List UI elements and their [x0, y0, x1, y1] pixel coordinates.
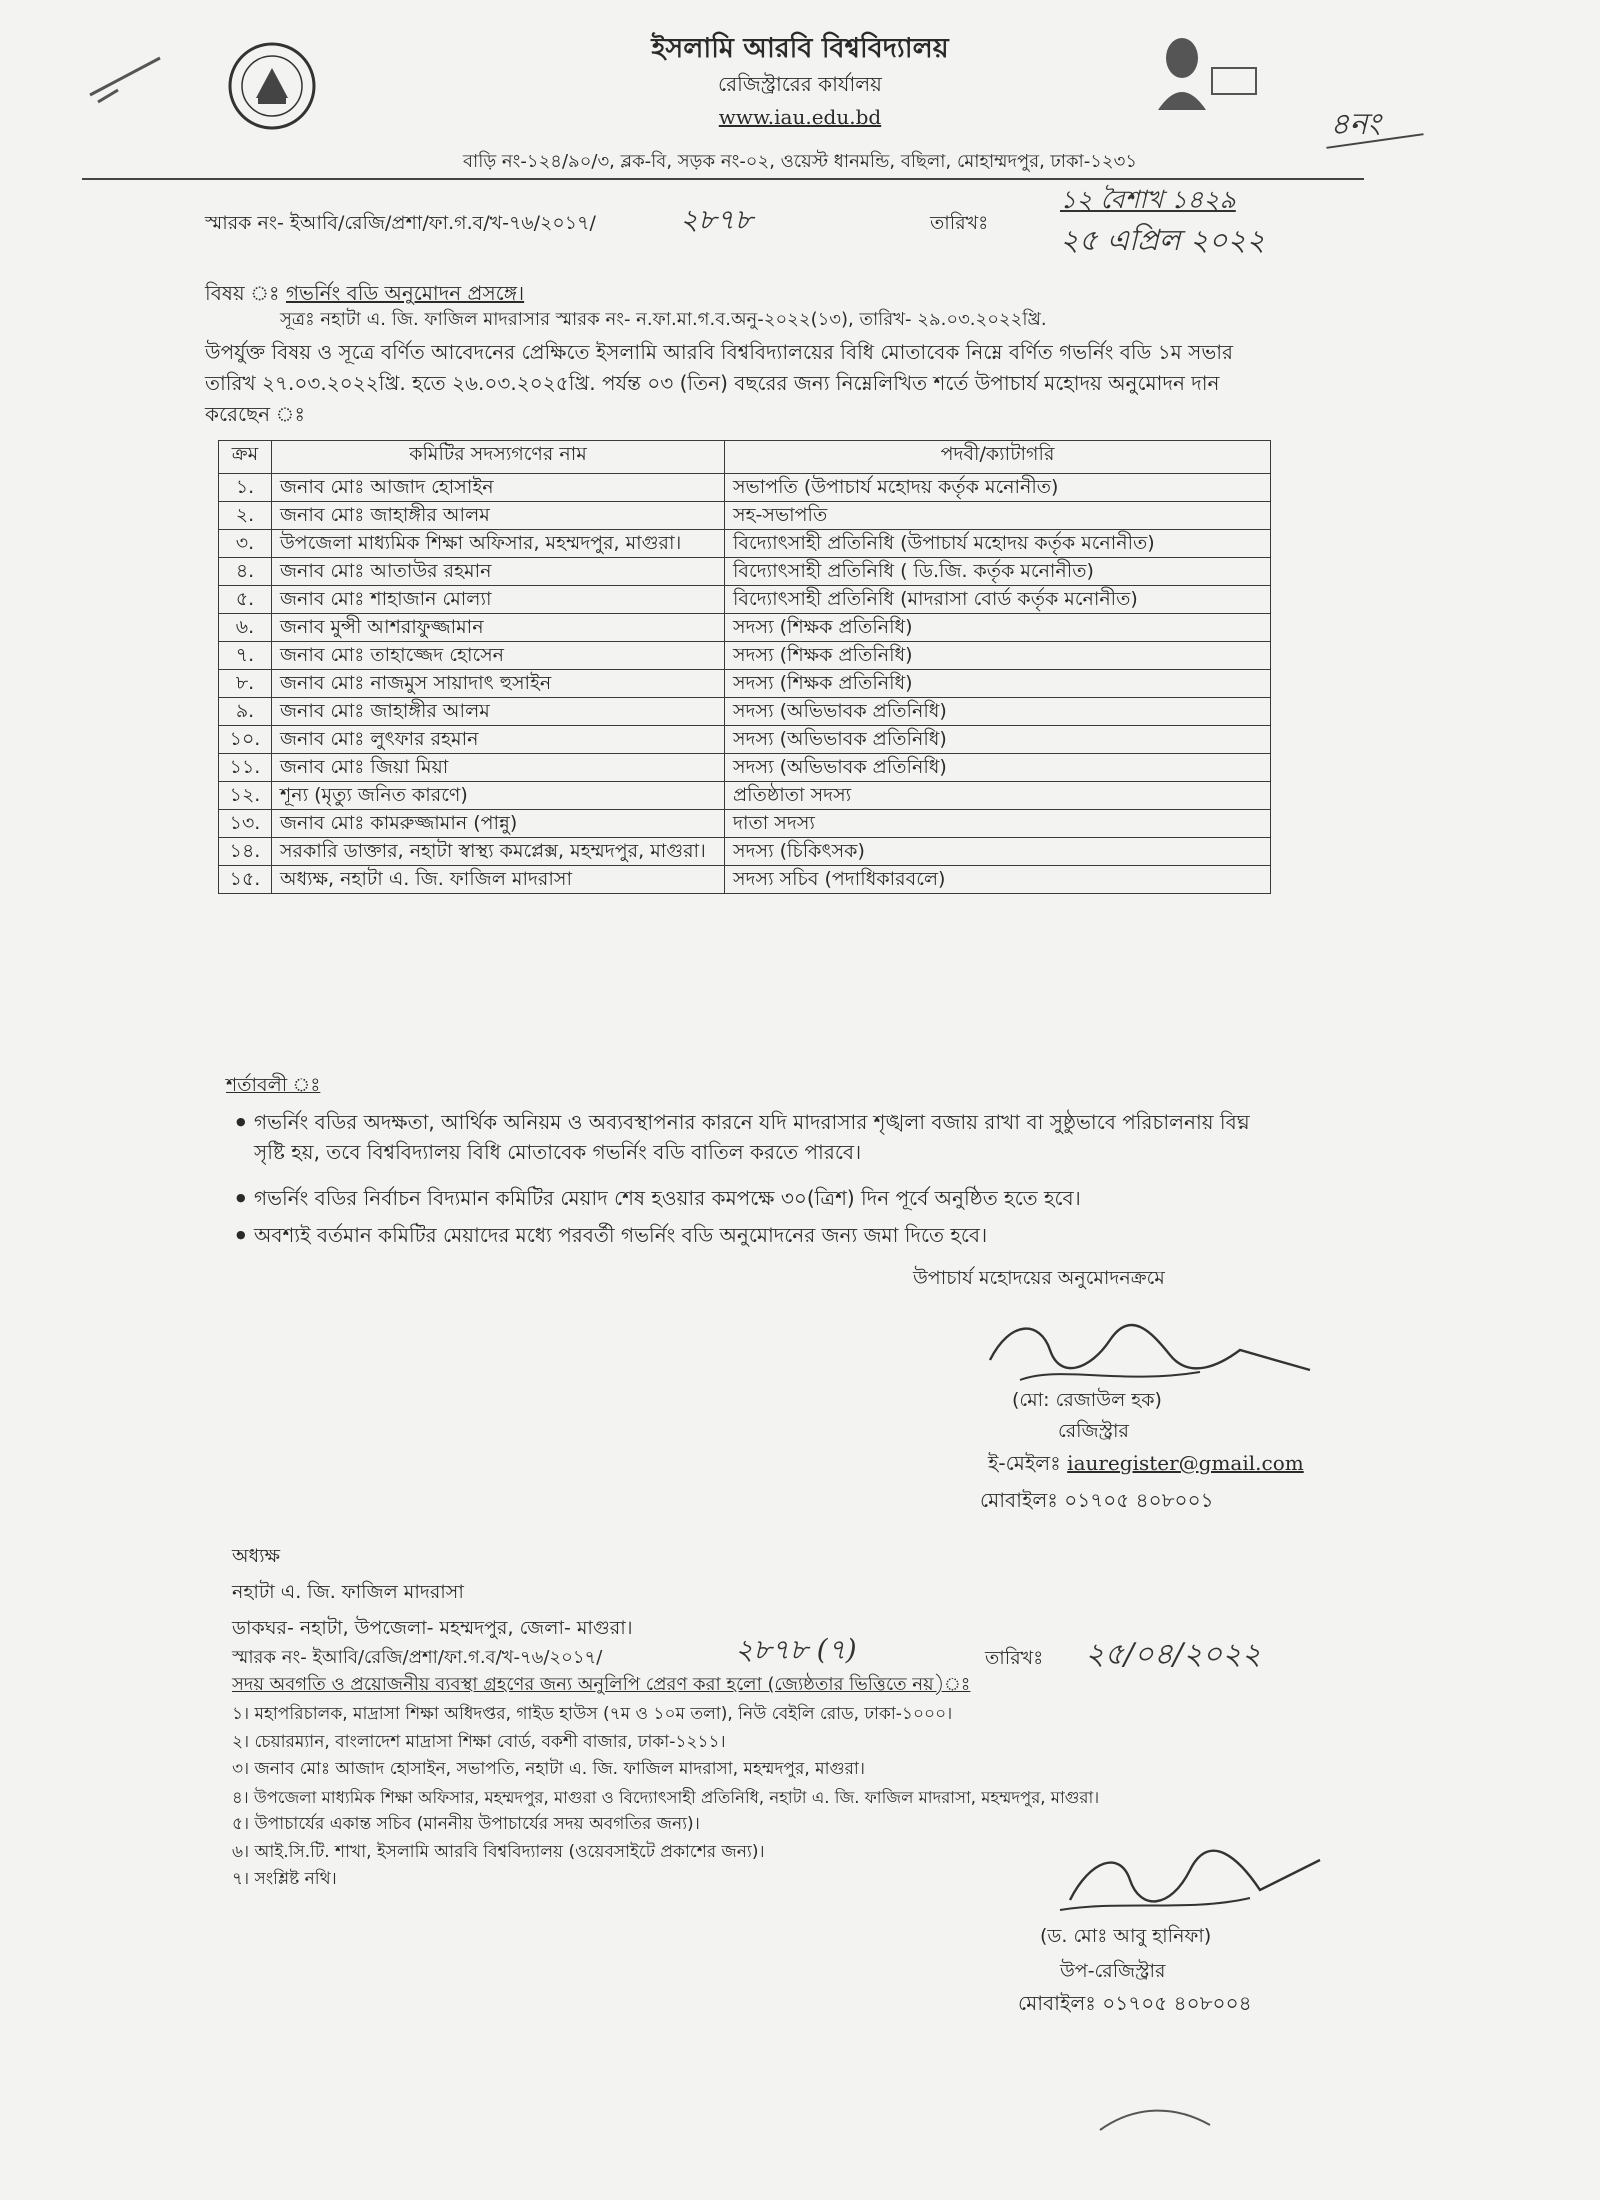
row-designation: সভাপতি (উপাচার্য মহোদয় কর্তৃক মনোনীত)	[725, 474, 1271, 502]
table-row	[219, 670, 1271, 698]
table-body	[219, 474, 1271, 894]
table-row	[219, 614, 1271, 642]
table-row	[219, 698, 1271, 726]
table-row	[219, 642, 1271, 670]
copy-list-item: ৩। জনাব মোঃ আজাদ হোসাইন, সভাপতি, নহাটা এ. জি. ফাজিল মাদরাসা, মহম্মদপুর, মাগুরা।	[232, 1759, 865, 1779]
row-member-name: জনাব মোঃ জাহাঙ্গীর আলম	[272, 698, 725, 726]
row-member-name: জনাব মোঃ নাজমুস সায়াদাৎ হুসাইন	[272, 670, 725, 698]
row-member-name: জনাব মোঃ কামরুজ্জামান (পান্নু)	[272, 810, 725, 838]
subject-text: গভর্নিং বডি অনুমোদন প্রসঙ্গে।	[285, 281, 525, 305]
table-row	[219, 586, 1271, 614]
row-member-name: জনাব মোঃ আজাদ হোসাইন	[272, 474, 725, 502]
approval-note: উপাচার্য মহোদয়ের অনুমোদনক্রমে	[913, 1267, 1165, 1289]
row-serial: ১২.	[219, 782, 272, 810]
university-name: ইসলামি আরবি বিশ্ববিদ্যালয়	[651, 33, 949, 64]
row-designation: সদস্য (শিক্ষক প্রতিনিধি)	[725, 670, 1271, 698]
email-label: ই-মেইলঃ	[988, 1451, 1061, 1475]
row-member-name: শূন্য (মৃত্যু জনিত কারণে)	[272, 782, 725, 810]
table-row	[219, 502, 1271, 530]
row-designation: সহ-সভাপতি	[725, 502, 1271, 530]
date-handwritten-bangla: ১২ বৈশাখ ১৪২৯	[1060, 185, 1236, 214]
table-row	[219, 838, 1271, 866]
condition-item	[236, 1107, 1276, 1167]
office-address: বাড়ি নং-১২৪/৯০/৩, ব্লক-বি, সড়ক নং-০২, ওয়েস্ট ধানমন্ডি, বছিলা, মোহাম্মদপুর, ঢাকা-১২৩১	[462, 151, 1138, 172]
portrait-emblem	[1150, 28, 1260, 110]
website-link[interactable]: www.iau.edu.bd	[718, 105, 882, 129]
row-serial: ৬.	[219, 614, 272, 642]
row-designation: সদস্য (চিকিৎসক)	[725, 838, 1271, 866]
row-serial: ১১.	[219, 754, 272, 782]
table-row	[219, 866, 1271, 894]
date-label: তারিখঃ	[930, 212, 989, 234]
deputy-registrar-mobile: মোবাইলঃ ০১৭০৫ ৪০৮০০৪	[1018, 1991, 1252, 2015]
row-serial: ৭.	[219, 642, 272, 670]
row-member-name: জনাব মোঃ জিয়া মিয়া	[272, 754, 725, 782]
copy-note: সদয় অবগতি ও প্রয়োজনীয় ব্যবস্থা গ্রহণের জন্য অনুলিপি প্রেরণ করা হলো (জ্যেষ্ঠতার ভিত্তিতে নয়)ঃ	[232, 1674, 971, 1695]
registrar-mobile: মোবাইলঃ ০১৭০৫ ৪০৮০০১	[980, 1488, 1214, 1512]
office-name: রেজিস্ট্রারের কার্যালয়	[718, 72, 882, 96]
condition-text: ● গভর্নিং বডির অদক্ষতা, আর্থিক অনিয়ম ও অব্যবস্থাপনার কারনে যদি মাদরাসার শৃঙ্খলা বজায় রাখা বা সুষ্ঠুভাবে পরিচালনায় বিঘ্ন সৃষ্টি হয়, তবে বিশ্ববিদ্যালয় বিধি মোতাবেক গভর্নিং বডি বাতিল করতে পারবে।	[254, 1110, 1250, 1164]
deputy-registrar-name: (ড. মোঃ আবু হানিফা)	[1040, 1925, 1212, 1947]
copy-date-label: তারিখঃ	[985, 1647, 1044, 1669]
table-row	[219, 782, 1271, 810]
row-serial: ১৪.	[219, 838, 272, 866]
registrar-name: (মো: রেজাউল হক)	[1012, 1389, 1162, 1411]
handwritten-document-number: ৪নং	[1330, 100, 1380, 151]
intro-paragraph: উপর্যুক্ত বিষয় ও সূত্রে বর্ণিত আবেদনের প্রেক্ষিতে ইসলামি আরবি বিশ্ববিদ্যালয়ের বিধি মোতাবেক নিম্নে বর্ণিত গভর্নিং বডি ১ম সভার তারিখ ২৭.০৩.২০২২খ্রি. হতে ২৬.০৩.২০২৫খ্রি. পর্যন্ত ০৩ (তিন) বছরের জন্য নিম্নেলিখিত শর্তে উপাচার্য মহোদয় অনুমোদন দান করেছেন ঃ	[205, 340, 1234, 426]
row-serial: ৫.	[219, 586, 272, 614]
copy-list-item: ৪। উপজেলা মাধ্যমিক শিক্ষা অফিসার, মহম্মদপুর, মাগুরা ও বিদ্যোৎসাহী প্রতিনিধি, নহাটা এ. জি. ফাজিল মাদরাসা, মহম্মদপুর, মাগুরা।	[232, 1787, 1100, 1807]
recipient-line: ডাকঘর- নহাটা, উপজেলা- মহম্মদপুর, জেলা- মাগুরা।	[232, 1617, 633, 1639]
copy-list	[232, 1701, 1099, 1894]
copy-reference-handwritten: ২৮৭৮ (৭)	[735, 1633, 857, 1666]
row-member-name: উপজেলা মাধ্যমিক শিক্ষা অফিসার, মহম্মদপুর, মাগুরা।	[272, 530, 725, 558]
row-designation: বিদ্যোৎসাহী প্রতিনিধি (উপাচার্য মহোদয় কর্তৃক মনোনীত)	[725, 530, 1271, 558]
row-member-name: জনাব মোঃ শাহাজান মোল্যা	[272, 586, 725, 614]
table-row	[219, 558, 1271, 586]
copy-memo-reference: স্মারক নং- ইআবি/রেজি/প্রশা/ফা.গ.ব/খ-৭৬/২০১৭/	[232, 1647, 603, 1668]
pen-stroke-mark	[1095, 2100, 1215, 2140]
row-designation: প্রতিষ্ঠাতা সদস্য	[725, 782, 1271, 810]
condition-text: ● অবশ্যই বর্তমান কমিটির মেয়াদের মধ্যে পরবর্তী গভর্নিং বডি অনুমোদনের জন্য জমা দিতে হবে।	[254, 1223, 988, 1247]
row-serial: ৪.	[219, 558, 272, 586]
recipient-line: নহাটা এ. জি. ফাজিল মাদরাসা	[232, 1581, 464, 1603]
row-serial: ১.	[219, 474, 272, 502]
registrar-title: রেজিস্ট্রার	[1058, 1420, 1129, 1442]
date-handwritten-gregorian: ২৫ এপ্রিল ২০২২	[1060, 223, 1266, 257]
row-designation: বিদ্যোৎসাহী প্রতিনিধি ( ডি.জি. কর্তৃক মনোনীত)	[725, 558, 1271, 586]
copy-list-item: ২। চেয়ারম্যান, বাংলাদেশ মাদ্রাসা শিক্ষা বোর্ড, বকশী বাজার, ঢাকা-১২১১।	[232, 1731, 726, 1752]
registrar-email	[988, 1450, 1304, 1476]
row-serial: ৮.	[219, 670, 272, 698]
row-member-name: জনাব মোঃ আতাউর রহমান	[272, 558, 725, 586]
copy-list-item: ৬। আই.সি.টি. শাখা, ইসলামি আরবি বিশ্ববিদ্যালয় (ওয়েবসাইটে প্রকাশের জন্য)।	[232, 1841, 765, 1862]
table-row	[219, 810, 1271, 838]
email-link[interactable]: iauregister@gmail.com	[1067, 1451, 1304, 1475]
copy-list-item: ১। মহাপরিচালক, মাদ্রাসা শিক্ষা অধিদপ্তর, গাইড হাউস (৭ম ও ১০ম তলা), নিউ বেইলি রোড, ঢাকা-১০০০।	[232, 1704, 953, 1724]
subject-line	[205, 280, 524, 306]
row-designation: সদস্য (অভিভাবক প্রতিনিধি)	[725, 726, 1271, 754]
row-designation: সদস্য সচিব (পদাধিকারবলে)	[725, 866, 1271, 894]
row-member-name: সরকারি ডাক্তার, নহাটা স্বাস্থ্য কমপ্লেক্স, মহম্মদপুর, মাগুরা।	[272, 838, 725, 866]
memo-reference: স্মারক নং- ইআবি/রেজি/প্রশা/ফা.গ.ব/খ-৭৬/২০১৭/	[205, 212, 596, 234]
row-designation: সদস্য (শিক্ষক প্রতিনিধি)	[725, 614, 1271, 642]
recipient-line: অধ্যক্ষ	[232, 1545, 281, 1567]
header-designation: পদবী/ক্যাটাগরি	[725, 441, 1271, 474]
row-serial: ৩.	[219, 530, 272, 558]
row-designation: বিদ্যোৎসাহী প্রতিনিধি (মাদরাসা বোর্ড কর্তৃক মনোনীত)	[725, 586, 1271, 614]
copy-list-item: ৫। উপাচার্যের একান্ত সচিব (মাননীয় উপাচার্যের সদয় অবগতির জন্য)।	[232, 1814, 700, 1834]
row-designation: সদস্য (শিক্ষক প্রতিনিধি)	[725, 642, 1271, 670]
subject-label: বিষয় ঃ	[205, 281, 280, 305]
table-row	[219, 474, 1271, 502]
copy-list-item: ৭। সংশ্লিষ্ট নথি।	[232, 1869, 337, 1889]
table-row	[219, 530, 1271, 558]
deputy-registrar-signature	[1050, 1840, 1330, 1920]
row-member-name: জনাব মোঃ জাহাঙ্গীর আলম	[272, 502, 725, 530]
table-row	[219, 726, 1271, 754]
row-serial: ১০.	[219, 726, 272, 754]
registrar-signature	[980, 1310, 1320, 1390]
source-reference: সূত্রঃ নহাটা এ. জি. ফাজিল মাদরাসার স্মারক নং- ন.ফা.মা.গ.ব.অনু-২০২২(১৩), তারিখ- ২৯.০৩.২০২২খ্রি.	[280, 309, 1047, 330]
table-header-row	[219, 441, 1271, 474]
row-member-name: অধ্যক্ষ, নহাটা এ. জি. ফাজিল মাদরাসা	[272, 866, 725, 894]
row-member-name: জনাব মোঃ লুৎফার রহমান	[272, 726, 725, 754]
condition-item	[236, 1220, 987, 1250]
terms-title: শর্তাবলী ঃ	[226, 1074, 321, 1096]
row-serial: ১৩.	[219, 810, 272, 838]
header-member-name: কমিটির সদস্যগণের নাম	[272, 441, 725, 474]
recipient-address	[232, 1538, 633, 1646]
row-member-name: জনাব মুন্সী আশরাফুজ্জামান	[272, 614, 725, 642]
condition-text: ● গভর্নিং বডির নির্বাচন বিদ্যমান কমিটির মেয়াদ শেষ হওয়ার কমপক্ষে ৩০(ত্রিশ) দিন পূর্বে অনুষ্ঠিত হতে হবে।	[254, 1186, 1081, 1210]
row-designation: দাতা সদস্য	[725, 810, 1271, 838]
memo-reference-handwritten: ২৮৭৮	[680, 203, 753, 236]
copy-date-handwritten: ২৫/০৪/২০২২	[1085, 1637, 1262, 1672]
committee-table	[218, 440, 1271, 894]
row-serial: ৯.	[219, 698, 272, 726]
row-designation: সদস্য (অভিভাবক প্রতিনিধি)	[725, 754, 1271, 782]
condition-item	[236, 1183, 1081, 1213]
deputy-registrar-title: উপ-রেজিস্ট্রার	[1060, 1960, 1166, 1982]
row-designation: সদস্য (অভিভাবক প্রতিনিধি)	[725, 698, 1271, 726]
header-serial: ক্রম	[219, 441, 272, 474]
row-serial: ১৫.	[219, 866, 272, 894]
row-member-name: জনাব মোঃ তাহাজ্জেদ হোসেন	[272, 642, 725, 670]
table-row	[219, 754, 1271, 782]
row-serial: ২.	[219, 502, 272, 530]
